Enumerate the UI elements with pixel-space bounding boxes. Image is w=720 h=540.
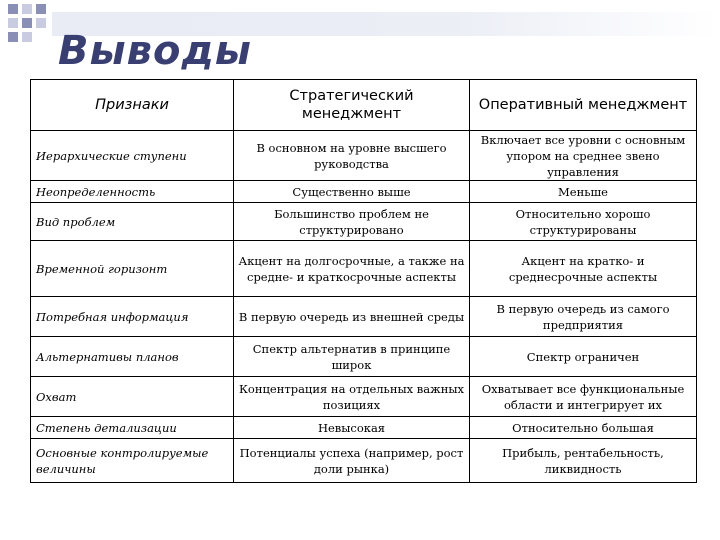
header-operative: Оперативный менеджмент xyxy=(470,80,697,131)
table-row xyxy=(31,337,697,377)
table-header-row xyxy=(31,80,697,131)
row-operative-cell: Охватывает все функциональные области и интегрирует их xyxy=(470,377,697,417)
row-feature-cell: Охват xyxy=(31,377,234,417)
header-features: Признаки xyxy=(31,80,234,131)
row-operative-cell: Относительно хорошо структурированы xyxy=(470,203,697,241)
row-feature-cell: Вид проблем xyxy=(31,203,234,241)
table-row xyxy=(31,377,697,417)
row-strategic-cell: Спектр альтернатив в принципе широк xyxy=(234,337,470,377)
table-row xyxy=(31,417,697,439)
comparison-table xyxy=(30,79,697,483)
row-feature-cell: Основные контролируемые величины xyxy=(31,439,234,483)
slide-title: Выводы xyxy=(58,28,252,74)
table-row xyxy=(31,241,697,297)
table-row xyxy=(31,181,697,203)
row-strategic-cell: Существенно выше xyxy=(234,181,470,203)
row-feature-cell: Иерархические ступени xyxy=(31,131,234,181)
row-feature-cell: Альтернативы планов xyxy=(31,337,234,377)
table-row xyxy=(31,439,697,483)
row-operative-cell: Акцент на кратко- и среднесрочные аспекты xyxy=(470,241,697,297)
row-strategic-cell: Акцент на долгосрочные, а также на средне- и краткосрочные аспекты xyxy=(234,241,470,297)
row-feature-cell: Временной горизонт xyxy=(31,241,234,297)
row-strategic-cell: Большинство проблем не структурировано xyxy=(234,203,470,241)
row-operative-cell: Относительно большая xyxy=(470,417,697,439)
header-strategic: Стратегический менеджмент xyxy=(234,80,470,131)
table-row xyxy=(31,203,697,241)
table-row xyxy=(31,131,697,181)
row-strategic-cell: Потенциалы успеха (например, рост доли рынка) xyxy=(234,439,470,483)
row-operative-cell: Включает все уровни с основным упором на среднее звено управления xyxy=(470,131,697,181)
row-strategic-cell: Концентрация на отдельных важных позициях xyxy=(234,377,470,417)
row-strategic-cell: Невысокая xyxy=(234,417,470,439)
row-strategic-cell: В основном на уровне высшего руководства xyxy=(234,131,470,181)
row-operative-cell: Меньше xyxy=(470,181,697,203)
table-row xyxy=(31,297,697,337)
row-operative-cell: Прибыль, рентабельность, ликвидность xyxy=(470,439,697,483)
row-feature-cell: Потребная информация xyxy=(31,297,234,337)
row-strategic-cell: В первую очередь из внешней среды xyxy=(234,297,470,337)
row-operative-cell: Спектр ограничен xyxy=(470,337,697,377)
row-feature-cell: Степень детализации xyxy=(31,417,234,439)
row-feature-cell: Неопределенность xyxy=(31,181,234,203)
row-operative-cell: В первую очередь из самого предприятия xyxy=(470,297,697,337)
